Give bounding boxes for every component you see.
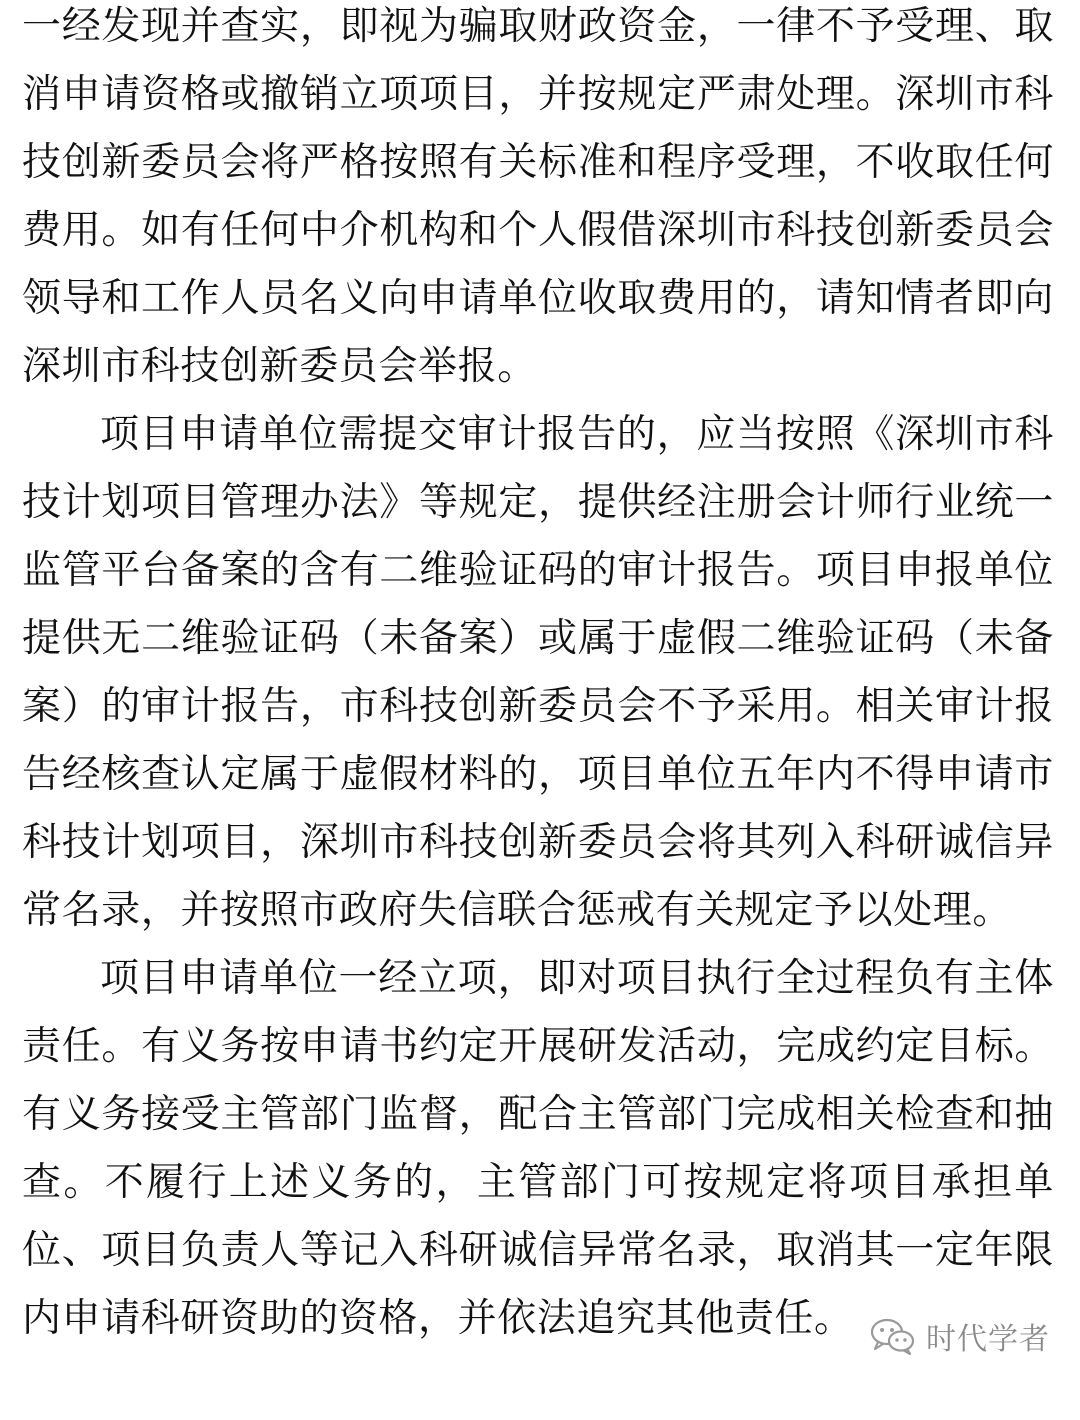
article-paragraph-3: 项目申请单位一经立项，即对项目执行全过程负有主体责任。有义务按申请书约定开展研发活动，完成约定目标。有义务接受主管部门监督，配合主管部门完成相关检查和抽查。不履行上述义务的，主管部门可按规定将项目承担单位、项目负责人等记入科研诚信异常名录，取消其一定年限内申请科研资助的资格，并依法追究其他责任。 xyxy=(22,956,1054,1341)
article-paragraph-1: 一经发现并查实，即视为骗取财政资金，一律不予受理、取消申请资格或撤销立项项目，并按规定严肃处理。深圳市科技创新委员会将严格按照有关标准和程序受理，不收取任何费用。如有任何中介机构和个人假借深圳市科技创新委员会领导和工作人员名义向申请单位收取费用的，请知情者即向深圳市科技创新委员会举报。 xyxy=(22,4,1054,389)
watermark xyxy=(870,1316,1050,1356)
article-paragraph-2: 项目申请单位需提交审计报告的，应当按照《深圳市科技计划项目管理办法》等规定，提供经注册会计师行业统一监管平台备案的含有二维验证码的审计报告。项目申报单位提供无二维验证码（未备案）或属于虚假二维验证码（未备案）的审计报告，市科技创新委员会不予采用。相关审计报告经核查认定属于虚假材料的，项目单位五年内不得申请市科技计划项目，深圳市科技创新委员会将其列入科研诚信异常名录，并按照市政府失信联合惩戒有关规定予以处理。 xyxy=(22,412,1054,933)
watermark-text: 时代学者 xyxy=(926,1322,1050,1357)
wechat-icon xyxy=(870,1317,916,1355)
